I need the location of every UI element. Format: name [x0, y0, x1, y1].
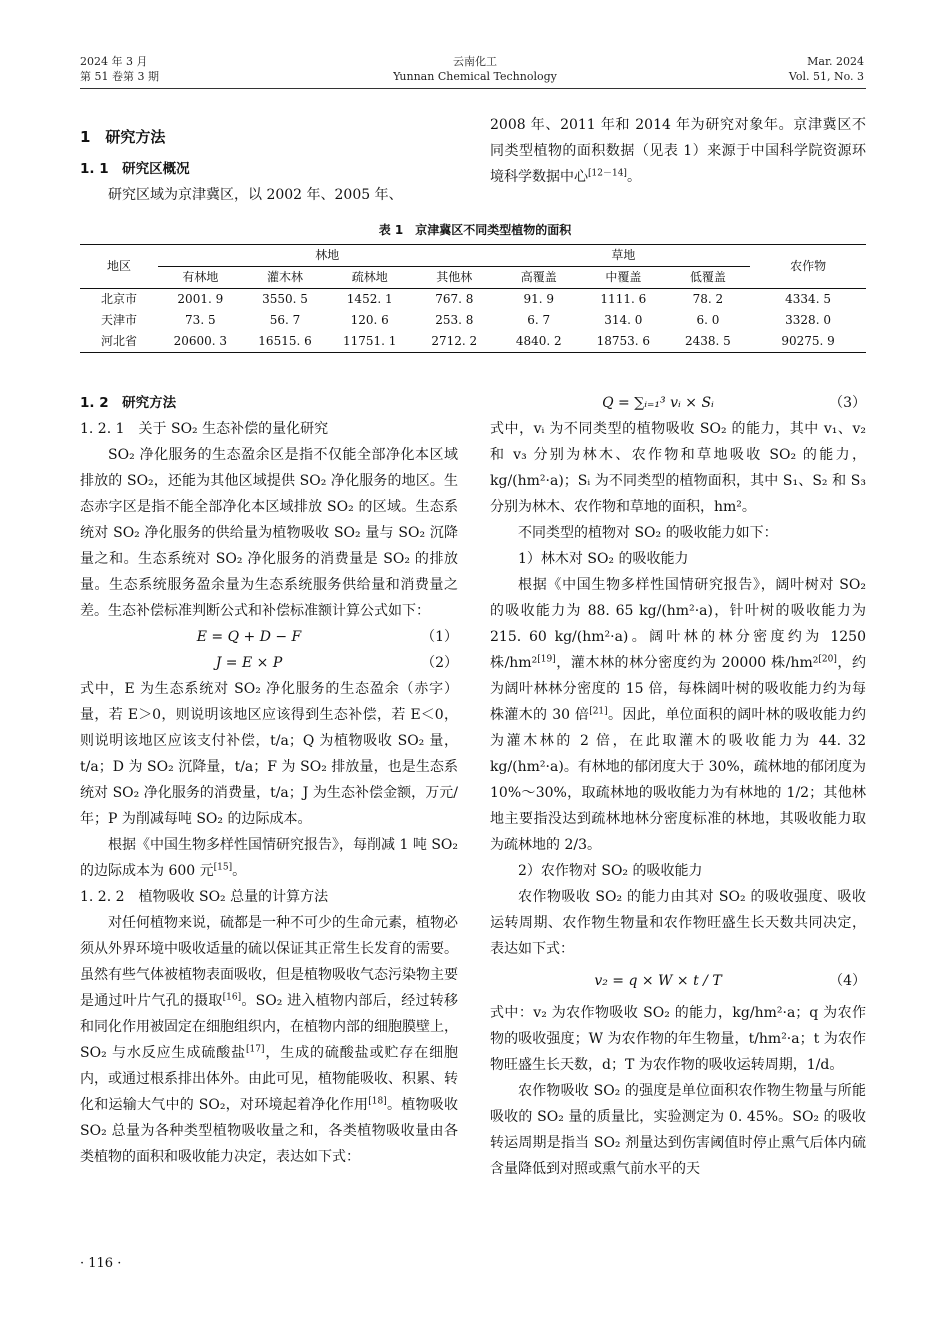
period: 。	[626, 169, 641, 185]
equation-3-number: （3）	[829, 395, 866, 411]
header-journal-en: Yunnan Chemical Technology	[393, 70, 557, 83]
section-1-1-heading: 1. 1 研究区概况	[80, 161, 190, 177]
study-area-paragraph: 研究区域为京津冀区，以 2002 年、2005 年、	[108, 187, 403, 203]
study-years-text: 2008 年、2011 年和 2014 年为研究对象年。京津冀区不同类型植物的面积数据（见表 1）来源于中国科学院资源环境科学数据中心	[490, 117, 866, 185]
equation-3-formula: Q = ∑ᵢ₌₁³ vᵢ × Sᵢ	[602, 395, 714, 411]
row-region: 河北省	[80, 331, 158, 353]
table-cell: 78. 2	[692, 292, 724, 306]
equation-1	[80, 624, 458, 650]
item-crop-heading: 2）农作物对 SO₂ 的吸收能力	[518, 863, 703, 879]
table-row	[80, 331, 866, 353]
equation-4-formula: v₂ = q × W × t / T	[594, 973, 722, 989]
equation-4-number: （4）	[829, 973, 866, 989]
citation: [12－14]	[588, 168, 627, 179]
row-region: 天津市	[100, 313, 137, 327]
table-1-caption: 表 1 京津冀区不同类型植物的面积	[378, 223, 572, 237]
header-subcol: 有林地	[158, 267, 243, 289]
header-subcol: 其他林	[412, 267, 496, 289]
table-cell: 120. 6	[350, 313, 389, 327]
table-row	[80, 289, 866, 311]
study-years-paragraph	[490, 112, 866, 190]
section-1-2-heading: 1. 2 研究方法	[80, 395, 177, 411]
header-date-cn: 2024 年 3 月	[80, 55, 148, 68]
marginal-cost-text: 根据《中国生物多样性国情研究报告》，每削减 1 吨 SO₂ 的边际成本为 600 元	[80, 837, 458, 879]
table-cell: 1452. 1	[346, 292, 393, 306]
table-cell: 90275. 9	[750, 331, 866, 353]
table-cell: 18753. 6	[581, 331, 666, 353]
crop-capacity-paragraph: 农作物吸收 SO₂ 的能力由其对 SO₂ 的吸收强度、吸收运转周期、农作物生物量和农作物旺盛生长天数共同决定，表达如下式：	[490, 889, 866, 957]
table-cell: 1111. 6	[600, 292, 647, 306]
table-cell: 20600. 3	[158, 331, 243, 353]
table-cell: 2712. 2	[412, 331, 496, 353]
vegetation-area-table	[80, 244, 866, 353]
left-column-body	[80, 390, 458, 1170]
table-row	[80, 310, 866, 331]
absorption-text-3: ，生成的硫酸盐或贮存在细胞内，或通过根系排出体外。由此可见，植物能吸收、积累、转化和运输大气中的 SO₂，对环境起着净化作用	[80, 1045, 458, 1113]
marginal-cost-paragraph	[80, 832, 458, 884]
citation: [15]	[213, 862, 233, 873]
header-forest-group: 林地	[158, 245, 497, 267]
header-grass-group: 草地	[497, 245, 751, 267]
table-cell: 4334. 5	[785, 292, 831, 306]
section-1-2-1-heading: 1. 2. 1 关于 SO₂ 生态补偿的量化研究	[80, 421, 329, 437]
header-subcol: 高覆盖	[497, 267, 581, 289]
header-journal-cn: 云南化工	[453, 55, 497, 68]
equation-2-formula: J = E × P	[215, 655, 283, 671]
forest-text-4: 。因此，单位面积的阔叶林的吸收能力约为灌木林的 2 倍，在此取灌木的吸收能力为 44. 32 kg/(hm²·a)。有林地的郁闭度大于 30%，疏林地的郁闭度为 10%～30%，取疏林地的吸收能力为有林地的 1/2；其他林地主要指没达到疏林地林分密度标准的林地，其吸收能力取为疏林地的 2/3。	[490, 707, 867, 853]
equation-1-formula: E = Q + D − F	[196, 629, 302, 645]
table-cell: 16515. 6	[243, 331, 328, 353]
table-cell: 314. 0	[604, 313, 643, 327]
crop-intensity-paragraph: 农作物吸收 SO₂ 的强度是单位面积农作物生物量与所能吸收的 SO₂ 量的质量比，实验测定为 0. 45%。SO₂ 的吸收转运周期是指当 SO₂ 剂量达到伤害阈值时停止熏气后体内硫含量降低到对照或熏气前水平的天	[490, 1083, 866, 1177]
header-issue-cn: 第 51 卷第 3 期	[80, 70, 159, 83]
table-cell: 56. 7	[269, 313, 301, 327]
absorption-text-4: 。植物吸收 SO₂ 总量为各种类型植物吸收量之和，各类植物吸收量由各类植物的面积和吸收能力决定，表达如下式：	[80, 1097, 458, 1165]
table-cell: 6. 0	[696, 313, 720, 327]
right-column-body	[490, 390, 866, 1182]
equation-2-number: （2）	[421, 655, 458, 671]
section-1-2-2-heading: 1. 2. 2 植物吸收 SO₂ 总量的计算方法	[80, 889, 329, 905]
equation-4-definitions: 式中：v₂ 为农作物吸收 SO₂ 的能力，kg/hm²·a；q 为农作物的吸收强度；W 为农作物的年生物量，t/hm²·a；t 为农作物旺盛生长天数，d；T 为农作物的吸收运转周期，1/d。	[490, 1005, 866, 1073]
table-cell: 767. 8	[435, 292, 474, 306]
forest-text-1: 根据《中国生物多样性国情研究报告》，阔叶树对 SO₂ 的吸收能力为 88. 65 kg/(hm²·a)，针叶树的吸收能力为 215. 60 kg/(hm²·a)。阔叶林的林分密度约为 1250 株/hm²	[490, 577, 866, 671]
citation: [19]	[537, 654, 556, 665]
citation: [21]	[589, 706, 608, 717]
section-1-heading: 1 研究方法	[80, 128, 166, 146]
header-date-en: Mar. 2024	[807, 55, 864, 68]
row-region: 北京市	[100, 292, 137, 306]
citation: [17]	[246, 1044, 265, 1055]
header-rule	[80, 88, 866, 89]
equation-4	[490, 962, 866, 1000]
header-region: 地区	[80, 245, 158, 289]
surplus-paragraph: SO₂ 净化服务的生态盈余区是指不仅能全部净化本区域排放的 SO₂，还能为其他区域提供 SO₂ 净化服务的地区。生态赤字区是指不能全部净化本区域排放 SO₂ 的区域。生态系统对 SO₂ 净化服务的供给量为植物吸收 SO₂ 量与 SO₂ 沉降量之和。生态系统对 SO₂ 净化服务的消费量是 SO₂ 的排放量。生态系统服务盈余量为生态系统服务供给量和消费量之差。生态补偿标准判断公式和补偿标准额计算公式如下：	[80, 447, 458, 619]
left-column-top	[80, 120, 458, 208]
table-cell: 11751. 1	[327, 331, 412, 353]
period: 。	[232, 863, 247, 879]
citation: [18]	[368, 1096, 387, 1107]
equation-2	[80, 650, 458, 676]
equation-3-definitions: 式中，vᵢ 为不同类型的植物吸收 SO₂ 的能力，其中 v₁、v₂ 和 v₃ 分别为林木、农作物和草地吸收 SO₂ 的能力，kg/(hm²·a)；Sᵢ 为不同类型的植物面积，其中 S₁、S₂ 和 S₃ 分别为林木、农作物和草地的面积，hm²。	[490, 421, 866, 515]
header-subcol: 低覆盖	[666, 267, 750, 289]
forest-text-3: ，约为阔叶林林分密度的 15 倍，每株阔叶树的吸收能力约为每株灌木的 30 倍	[490, 655, 867, 723]
table-cell: 4840. 2	[497, 331, 581, 353]
header-subcol: 中覆盖	[581, 267, 666, 289]
table-cell: 2438. 5	[666, 331, 750, 353]
forest-capacity-paragraph	[490, 572, 866, 858]
header-issue-en: Vol. 51, No. 3	[788, 70, 864, 83]
absorption-text-1: 对任何植物来说，硫都是一种不可少的生命元素，植物必须从外界环境中吸收适量的硫以保证其正常生长发育的需要。虽然有些气体被植物表面吸收，但是植物吸收气态污染物主要是通过叶片气孔的摄取	[80, 915, 458, 1009]
table-cell: 3328. 0	[785, 313, 831, 327]
absorption-paragraph	[80, 910, 458, 1170]
equation-3	[490, 390, 866, 416]
table-cell: 91. 9	[523, 292, 555, 306]
header-subcol: 疏林地	[327, 267, 412, 289]
right-column-top	[490, 112, 866, 190]
forest-text-2: ，灌木林的林分密度约为 20000 株/hm²	[555, 655, 819, 671]
equation-1-number: （1）	[421, 629, 458, 645]
table-cell: 253. 8	[435, 313, 474, 327]
item-forest-heading: 1）林木对 SO₂ 的吸收能力	[518, 551, 689, 567]
citation: [16]	[222, 992, 242, 1003]
citation: [20]	[818, 654, 837, 665]
table-cell: 6. 7	[527, 313, 551, 327]
variable-definitions: 式中，E 为生态系统对 SO₂ 净化服务的生态盈余（赤字）量，若 E＞0，则说明该地区应该得到生态补偿，若 E＜0，则说明该地区应该支付补偿，t/a；Q 为植物吸收 SO₂ 量，t/a；D 为 SO₂ 沉降量，t/a；F 为 SO₂ 排放量，也是生态系统对 SO₂ 净化服务的消费量，t/a；J 为生态补偿金额，万元/年；P 为削减每吨 SO₂ 的边际成本。	[80, 681, 458, 827]
header-crop: 农作物	[750, 245, 866, 289]
table-cell: 73. 5	[185, 313, 216, 327]
capacity-intro: 不同类型的植物对 SO₂ 的吸收能力如下：	[518, 525, 778, 541]
table-cell: 3550. 5	[262, 292, 308, 306]
absorption-text-2: 。SO₂ 进入植物内部后，经过转移和同化作用被固定在细胞组织内，在植物内部的细胞膜壁上，SO₂ 与水反应生成硫酸盐	[80, 993, 458, 1061]
table-cell: 2001. 9	[177, 292, 224, 306]
header-right	[789, 54, 864, 84]
page-number: · 116 ·	[80, 1256, 122, 1271]
header-subcol: 灌木林	[243, 267, 328, 289]
